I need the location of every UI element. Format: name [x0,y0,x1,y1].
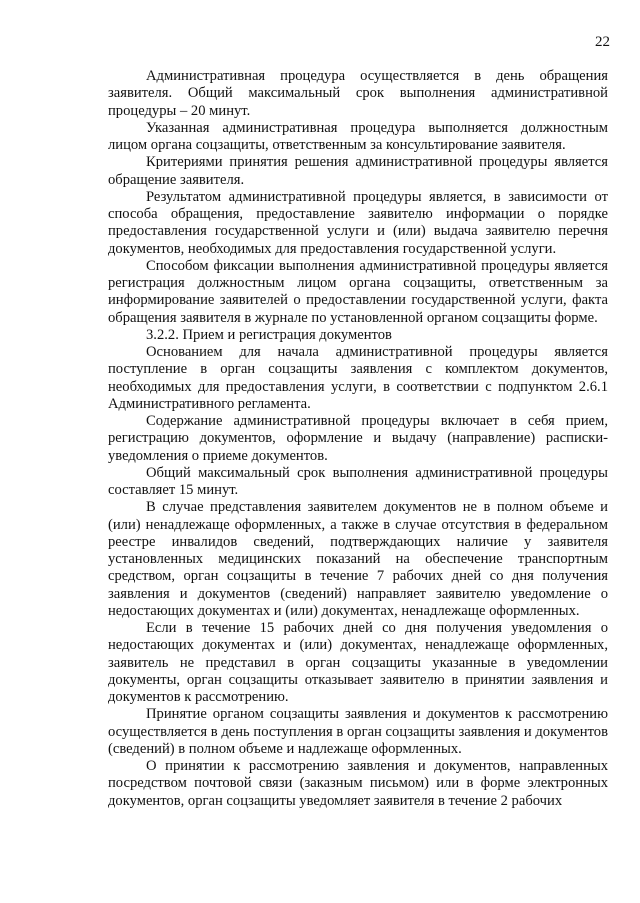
paragraph: Указанная административная процедура выполняется должностным лицом органа соцзащиты, ответственным за консультирование заявителя. [108,119,608,153]
document-body [108,68,608,810]
section-heading: 3.2.2. Прием и регистрация документов [146,326,392,343]
paragraph: Общий максимальный срок выполнения административной процедуры составляет 15 минут. [108,464,608,498]
paragraph: Если в течение 15 рабочих дней со дня получения уведомления о недостающих документах и (или) документах, ненадлежаще оформленных, заявитель не представил в орган соцзащиты указанные в уведомлении документы, орган соцзащиты отказывает заявителю в принятии заявления и документов к рассмотрению. [108,620,608,705]
paragraph: Административная процедура осуществляется в день обращения заявителя. Общий максимальный срок выполнения административной процедуры – 20 минут. [108,68,608,119]
paragraph: Способом фиксации выполнения административной процедуры является регистрация должностным лицом органа соцзащиты, ответственным за информирование заявителей о предоставлении государственной услуги, факта обращения заявителя в журнале по установленной органом соцзащиты форме. [108,257,608,326]
paragraph: Критериями принятия решения административной процедуры является обращение заявителя. [108,154,608,188]
paragraph: Основанием для начала административной процедуры является поступление в орган соцзащиты заявления с комплектом документов, необходимых для предоставления услуги, в соответствии с подпунктом 2.6.1 Административного регламента. [108,344,608,412]
paragraph: Содержание административной процедуры включает в себя прием, регистрацию документов, оформление и выдачу (направление) расписки-уведомления о приеме документов. [108,413,608,464]
page-number: 22 [595,34,610,50]
paragraph: Принятие органом соцзащиты заявления и документов к рассмотрению осуществляется в день поступления в орган соцзащиты заявления и документов (сведений) в полном объеме и надлежаще оформленных. [108,706,608,757]
paragraph: Результатом административной процедуры является, в зависимости от способа обращения, предоставление заявителю информации о порядке предоставления государственной услуги и (или) выдача заявителю перечня документов, необходимых для предоставления государственной услуги. [108,188,608,257]
paragraph: О принятии к рассмотрению заявления и документов, направленных посредством почтовой связи (заказным письмом) или в форме электронных документов, орган соцзащиты уведомляет заявителя в течение 2 рабочих [108,758,608,809]
paragraph: В случае представления заявителем документов не в полном объеме и (или) ненадлежаще оформленных, а также в случае отсутствия в федеральном реестре инвалидов сведений, подтверждающих наличие у заявителя установленных медицинских показаний на обеспечение транспортным средством, орган соцзащиты в течение 7 рабочих дней со дня получения заявления и документов (сведений) направляет заявителю уведомление о недостающих документах и (или) документах, ненадлежаще оформленных. [108,499,608,619]
